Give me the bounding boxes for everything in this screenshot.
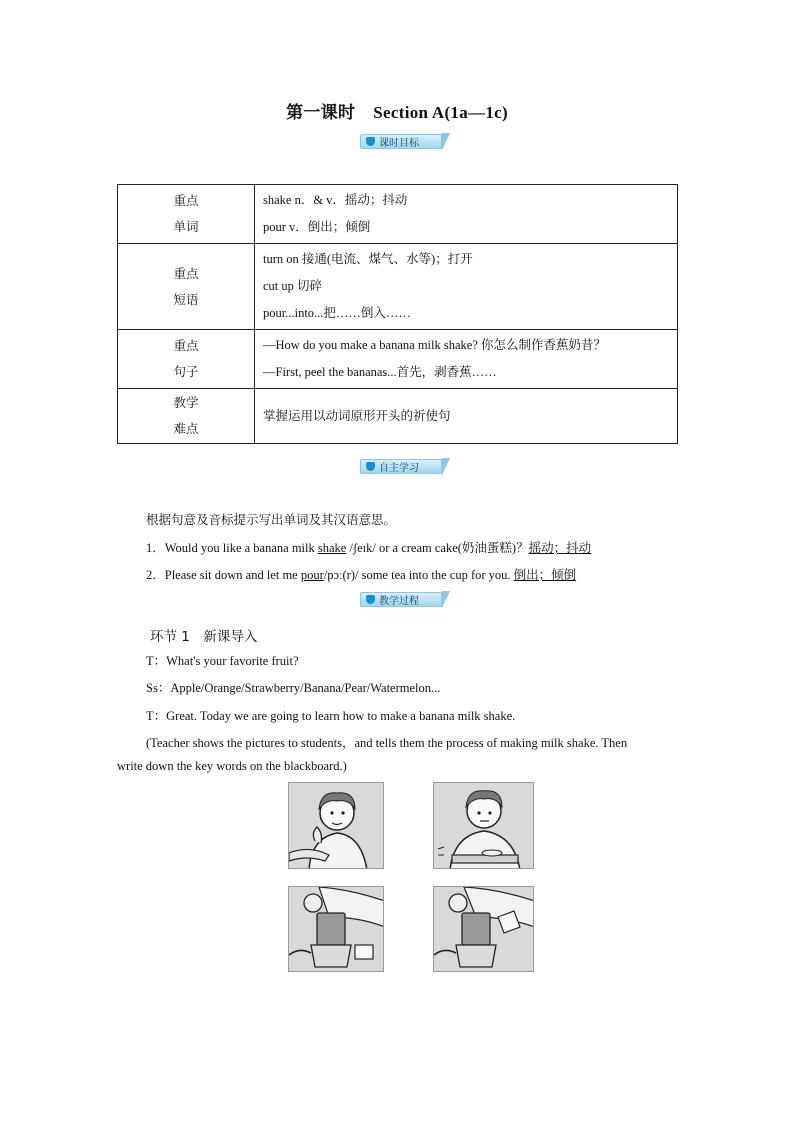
lesson-title (0, 98, 794, 123)
badge-goals-label: 课时目标 (379, 138, 419, 149)
row-head: 重点 单词 (118, 185, 255, 244)
picture-blender-1 (288, 886, 384, 972)
trophy-icon (366, 137, 375, 146)
lesson-title-zh: 第一课时 (286, 103, 356, 123)
dialog-line: Ss：Apple/Orange/Strawberry/Banana/Pear/Watermelon... (146, 681, 441, 695)
trophy-icon (366, 462, 375, 471)
badge-process-label: 教学过程 (379, 596, 419, 607)
table-row (118, 330, 678, 389)
lesson-title-en: Section A(1a—1c) (373, 103, 508, 122)
dialog-line: T：What's your favorite fruit? (146, 654, 299, 668)
trophy-icon (366, 595, 375, 604)
picture-cut-up (433, 782, 534, 869)
meaning-1: 摇动；抖动 (528, 540, 592, 555)
answer-1: shake (317, 541, 347, 555)
row-head: 教学 难点 (118, 389, 255, 444)
meaning-2: 倒出；倾倒 (513, 567, 577, 582)
cut-up-illustration (434, 783, 534, 869)
badge-process (360, 591, 450, 608)
table-row (118, 244, 678, 330)
table-row (118, 389, 678, 444)
self-study-instruction: 根据句意及音标提示写出单词及其汉语意思。 (146, 512, 397, 527)
picture-peel-banana (288, 782, 384, 869)
dialog-line: (Teacher shows the pictures to students，and tells them the process of making milk shake. Then (146, 736, 628, 750)
badge-self-study (360, 458, 450, 475)
row-head: 重点 短语 (118, 244, 255, 330)
peel-banana-illustration (289, 783, 384, 869)
badge-goals (360, 133, 450, 150)
row-head: 重点 句子 (118, 330, 255, 389)
dialog-line: write down the key words on the blackboard.) (117, 759, 347, 773)
row-body: turn on 接通(电流、煤气、水等)；打开 cut up 切碎 pour...into...把……倒入…… (255, 244, 678, 330)
process-heading: 环节 1 新课导入 (150, 629, 258, 645)
question-1: 1．Would you like a banana milk shake /ʃeɪk/ or a cream cake(奶油蛋糕)？摇动；抖动 (146, 540, 592, 555)
row-body: —How do you make a banana milk shake? 你怎么制作香蕉奶昔？ —First, peel the bananas...首先，剥香蕉…… (255, 330, 678, 389)
answer-2: pour (300, 568, 324, 582)
question-2: 2．Please sit down and let me pour/pɔː(r)/ some tea into the cup for you. 倒出；倾倒 (146, 567, 577, 582)
row-body: shake n．& v．摇动；抖动 pour v．倒出；倾倒 (255, 185, 678, 244)
blender-illustration (289, 887, 384, 972)
blender-pour-illustration (434, 887, 534, 972)
badge-self-study-label: 自主学习 (379, 463, 419, 474)
picture-blender-2 (433, 886, 534, 972)
goals-table (117, 184, 678, 444)
table-row (118, 185, 678, 244)
dialog-line: T：Great. Today we are going to learn how to make a banana milk shake. (146, 709, 516, 723)
row-body: 掌握运用以动词原形开头的祈使句 (255, 389, 678, 444)
